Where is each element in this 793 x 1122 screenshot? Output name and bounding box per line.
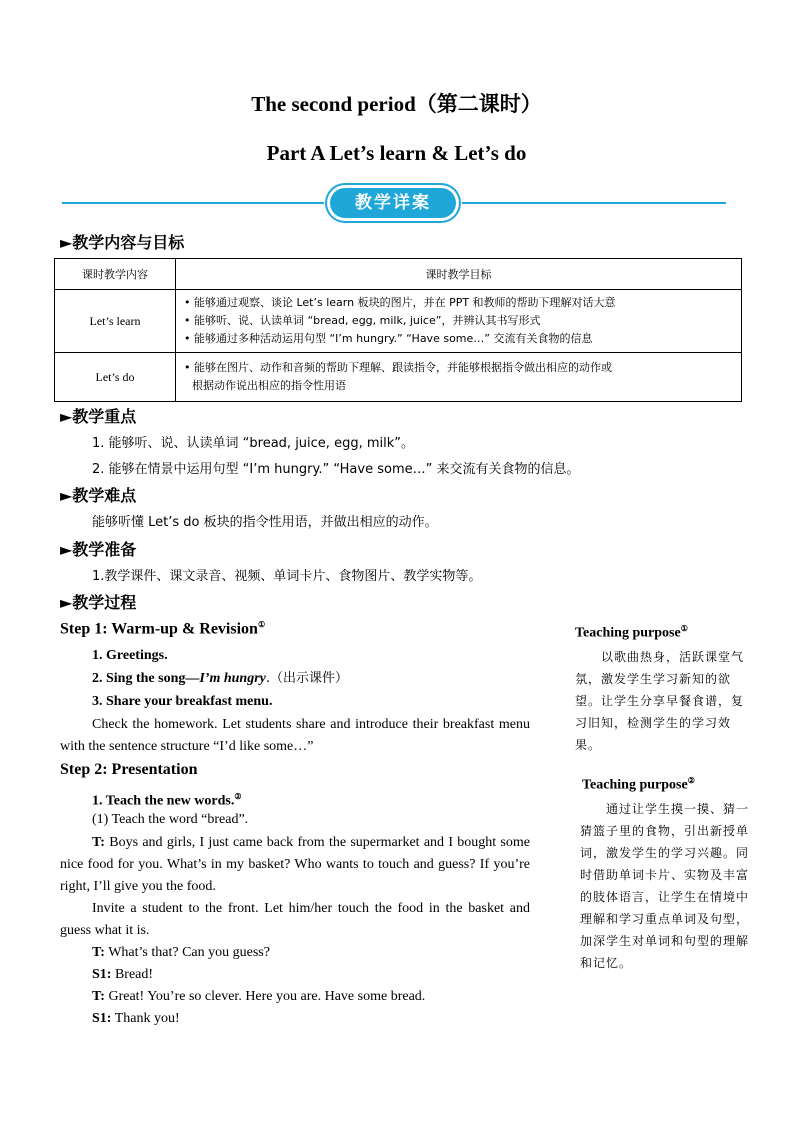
- step1-paragraph: Check the homework. Let students share and introduce their breakfast menu with the sentence structure “I’d like some…”: [60, 717, 530, 754]
- table-row-goals: [176, 290, 742, 353]
- speech-text: Great! You’re so clever. Here you are. Have some bread.: [104, 989, 426, 1004]
- speech-text: What’s that? Can you guess?: [104, 945, 270, 960]
- song-name: I’m hungry: [199, 671, 266, 686]
- banner-line-right: [462, 202, 726, 204]
- section-heading-key-points: ►教学重点: [60, 407, 137, 426]
- speech-text: Boys and girls, I just came back from the supermarket and I bought some nice food for you. What’s in my basket? Who wants to touch and guess? If you’re right, I’ll give you the food.: [60, 835, 530, 894]
- difficulty-text: 能够听懂 Let’s do 板块的指令性用语，并做出相应的动作。: [92, 515, 438, 530]
- goal-item: 根据动作说出相应的指令性用语: [192, 379, 346, 392]
- step1-title-text: Step 1: Warm-up & Revision: [60, 620, 258, 638]
- goal-item: • 能够通过观察、谈论 Let’s learn 板块的图片，并在 PPT 和教师的帮助下理解对话大意: [184, 296, 616, 309]
- preparation-text: 1.教学课件、课文录音、视频、单词卡片、食物图片、教学实物等。: [92, 569, 482, 584]
- step2-line-text: 1. Teach the new words.: [92, 793, 235, 809]
- goal-item: • 能够通过多种活动运用句型 “I’m hungry.” “Have some…” 交流有关食物的信息: [184, 332, 593, 345]
- footnote-mark: ②: [234, 792, 242, 801]
- side-note-title: [582, 776, 695, 794]
- side-note-text: 以歌曲热身，活跃课堂气氛，激发学生学习新知的欲望。让学生分享早餐食谱，复习旧知，检测学生的学习效果。: [575, 650, 745, 752]
- step2-paragraph: [60, 832, 530, 898]
- table-row-goals: [176, 353, 742, 402]
- section-heading-process: ►教学过程: [60, 593, 137, 612]
- speaker-label: T:: [92, 945, 105, 960]
- speaker-label: S1:: [92, 1011, 112, 1026]
- step1-line: 3. Share your breakfast menu.: [92, 694, 273, 709]
- speech-text: Thank you!: [111, 1011, 180, 1026]
- table-row: [55, 353, 742, 402]
- section-heading-content-goals: ►教学内容与目标: [60, 233, 185, 252]
- table-row-label: Let’s learn: [55, 290, 176, 353]
- goal-item: • 能够在图片、动作和音频的帮助下理解、跟读指令，并能够根据指令做出相应的动作或: [184, 361, 612, 374]
- side-note-title-text: Teaching purpose: [575, 625, 681, 641]
- step2-line: (1) Teach the word “bread”.: [92, 812, 249, 827]
- song-note: .（出示课件）: [265, 671, 349, 686]
- table-row-label: Let’s do: [55, 353, 176, 402]
- speaker-label: S1:: [92, 967, 112, 982]
- document-subtitle: Part A Let’s learn & Let’s do: [266, 141, 527, 165]
- banner-badge: 教学详案: [330, 188, 456, 218]
- banner-line-left: [62, 202, 324, 204]
- dialogue-line: [92, 964, 153, 986]
- step2-paragraph: Invite a student to the front. Let him/her touch the food in the basket and guess what it is.: [60, 901, 530, 938]
- step1-line: [92, 668, 348, 690]
- step2-title: Step 2: Presentation: [60, 761, 198, 778]
- dialogue-line: [92, 1008, 180, 1030]
- table-head-left: 课时教学内容: [55, 259, 176, 290]
- section-heading-preparation: ►教学准备: [60, 540, 137, 559]
- song-label: 2. Sing the song—: [92, 671, 200, 686]
- footnote-mark: ②: [687, 776, 695, 785]
- footnote-mark: ①: [680, 624, 688, 633]
- table-header-row: [55, 259, 742, 290]
- dialogue-line: [92, 942, 270, 964]
- speaker-label: T:: [92, 835, 105, 850]
- footnote-mark: ①: [257, 620, 266, 629]
- section-heading-difficulties: ►教学难点: [60, 486, 137, 505]
- speech-text: Bread!: [111, 967, 154, 982]
- table-row: [55, 290, 742, 353]
- speaker-label: T:: [92, 989, 105, 1004]
- key-point-item: 1. 能够听、说、认读单词 “bread, juice, egg, milk”。: [92, 436, 414, 451]
- step1-title: [60, 620, 265, 638]
- step1-line: 1. Greetings.: [92, 648, 168, 663]
- side-note-title: [575, 624, 688, 642]
- key-point-item: 2. 能够在情景中运用句型 “I’m hungry.” “Have some…” 来交流有关食物的信息。: [92, 462, 580, 477]
- document-title: The second period（第二课时）: [251, 92, 542, 116]
- table-head-right: 课时教学目标: [176, 259, 742, 290]
- side-note-text: 通过让学生摸一摸、猜一猜篮子里的食物，引出新授单词，激发学生的学习兴趣。同时借助单词卡片、实物及丰富的肢体语言，让学生在情境中理解和学习重点单词及句型，加深学生对单词和句型的理解和记忆。: [580, 802, 750, 970]
- goal-item: • 能够听、说、认读单词 “bread, egg, milk, juice”，并辨认其书写形式: [184, 314, 541, 327]
- side-note-title-text: Teaching purpose: [582, 777, 688, 793]
- dialogue-line: [92, 986, 425, 1008]
- goals-table: [54, 258, 742, 402]
